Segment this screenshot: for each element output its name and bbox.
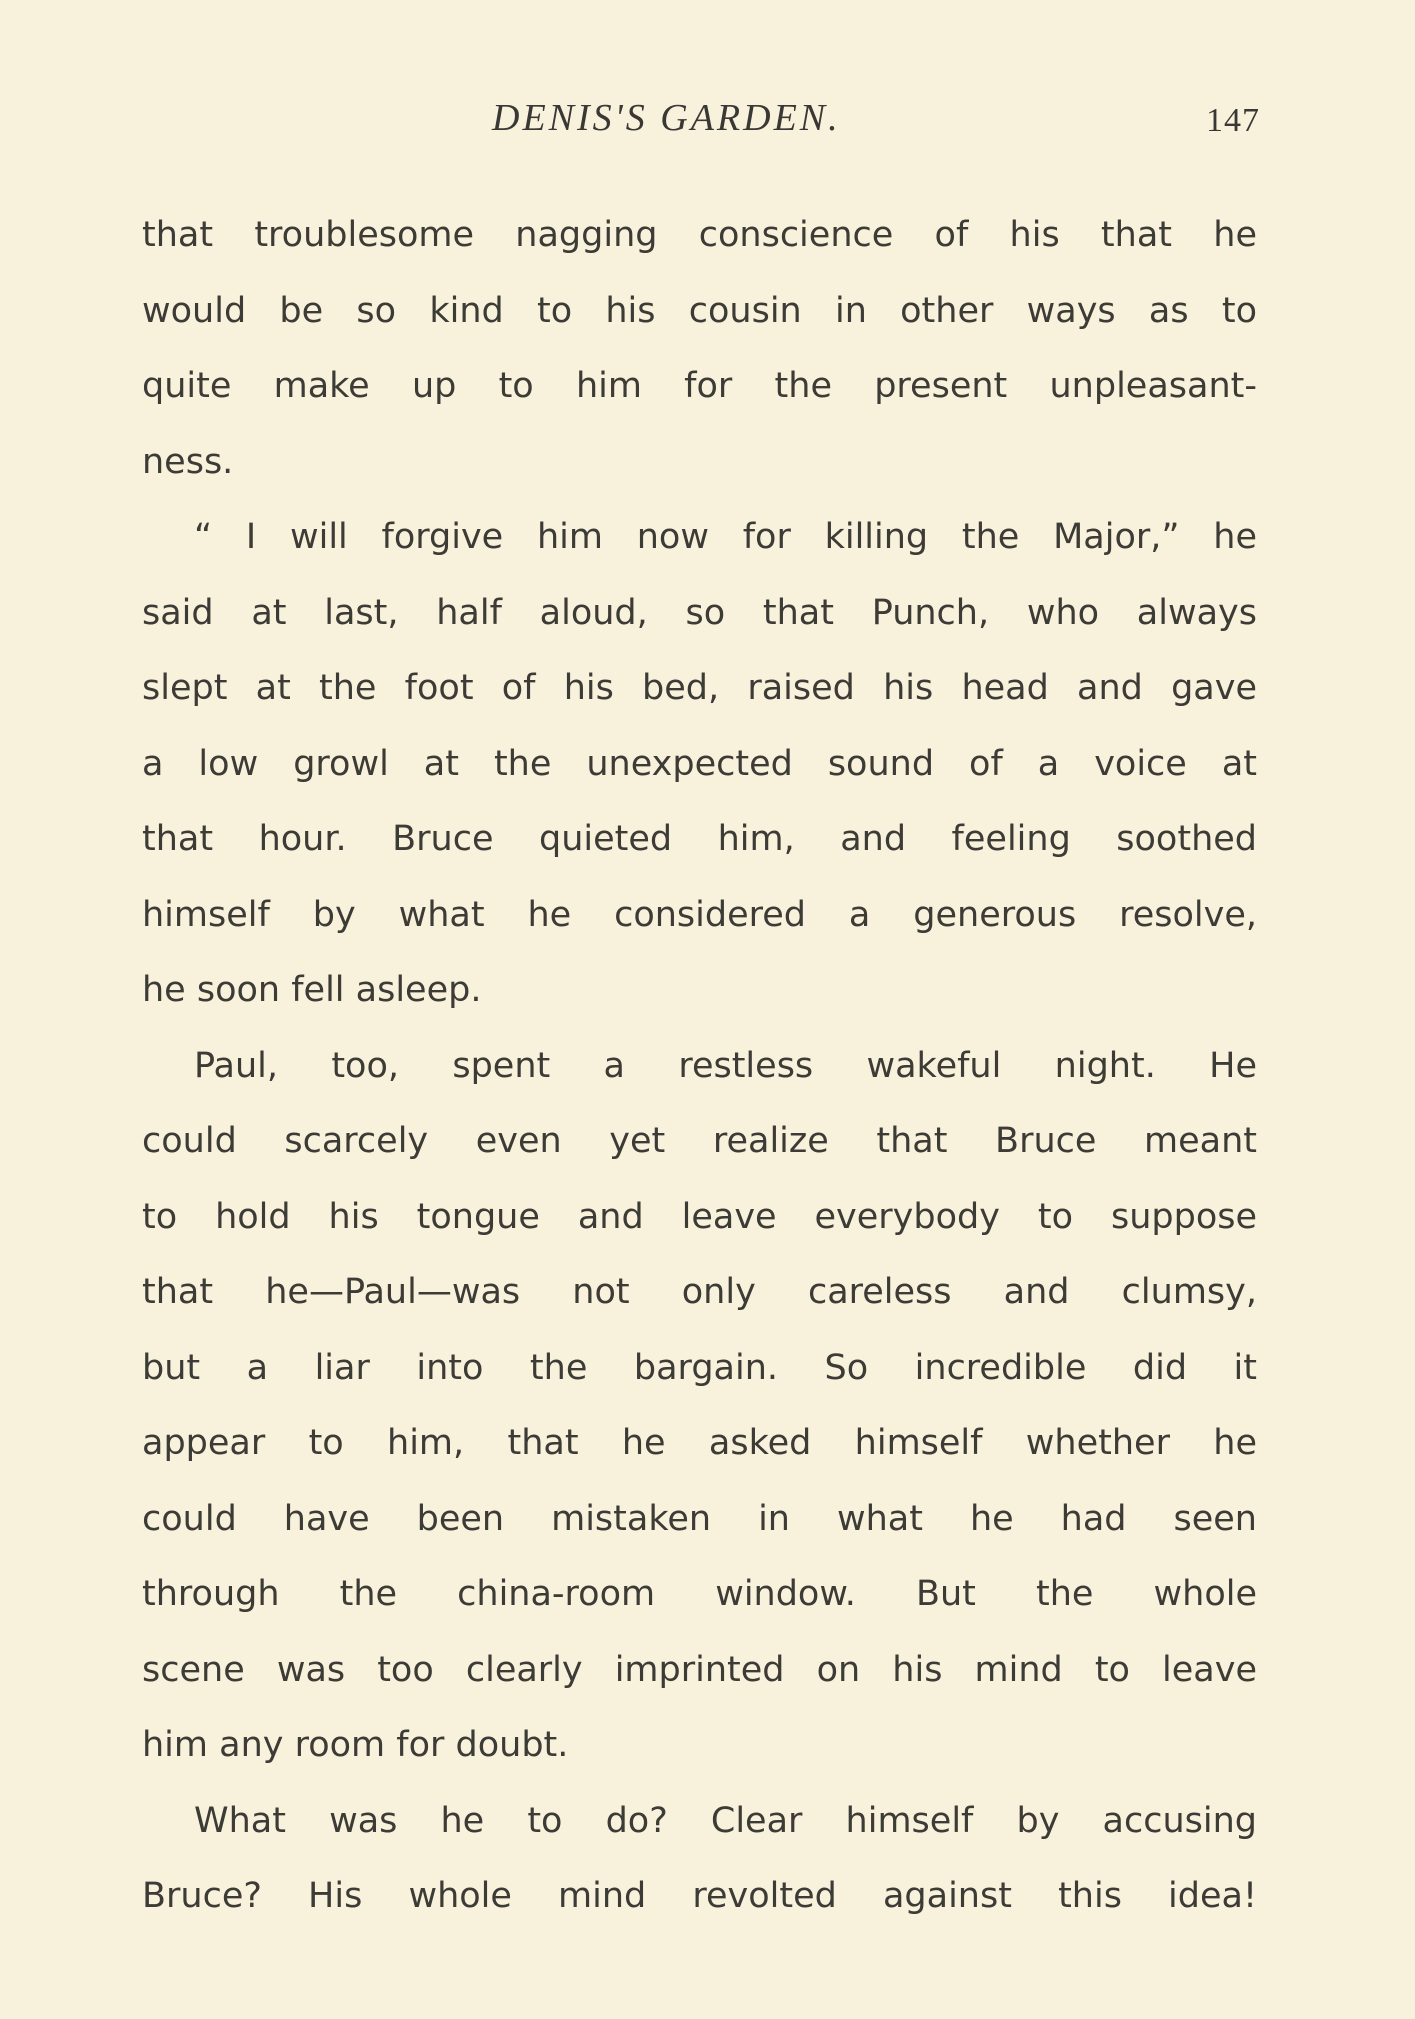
running-title: DENIS'S GARDEN. xyxy=(492,97,841,139)
text-line: but a liar into the bargain. So incredible did it xyxy=(142,1347,1257,1388)
page-number: 147 xyxy=(1206,102,1260,139)
text-line: “ I will forgive him now for killing the Major,” he xyxy=(194,517,1257,557)
text-line: himself by what he considered a generous resolve, xyxy=(142,894,1257,935)
text-line: slept at the foot of his bed, raised his head and gave xyxy=(142,668,1257,708)
text-line: Bruce? His whole mind revolted against this idea! xyxy=(142,1876,1257,1916)
text-line: that hour. Bruce quieted him, and feeling soothed xyxy=(142,819,1257,859)
text-line: he soon fell asleep. xyxy=(142,970,482,1010)
text-line: What was he to do? Clear himself by accusing xyxy=(194,1800,1257,1841)
text-line: could have been mistaken in what he had seen xyxy=(142,1498,1257,1539)
body-text xyxy=(142,198,1257,1935)
text-line: quite make up to him for the present unpleasant- xyxy=(142,366,1257,406)
text-line: could scarcely even yet realize that Bruce meant xyxy=(142,1121,1257,1161)
text-line: scene was too clearly imprinted on his mind to leave xyxy=(142,1649,1257,1690)
text-line: a low growl at the unexpected sound of a voice at xyxy=(142,743,1257,784)
text-line: Paul, too, spent a restless wakeful night. He xyxy=(194,1045,1257,1086)
text-line: to hold his tongue and leave everybody to suppose xyxy=(142,1196,1257,1237)
text-line: that he—Paul—was not only careless and clumsy, xyxy=(142,1272,1257,1312)
text-line: appear to him, that he asked himself whether he xyxy=(142,1423,1257,1463)
text-line: him any room for doubt. xyxy=(142,1725,569,1765)
text-line: said at last, half aloud, so that Punch, who always xyxy=(142,592,1257,633)
text-line: through the china-room window. But the whole xyxy=(142,1574,1257,1614)
text-line: that troublesome nagging conscience of his that he xyxy=(142,215,1257,255)
text-line: ness. xyxy=(142,441,234,482)
running-head xyxy=(140,96,1260,146)
text-line: would be so kind to his cousin in other ways as to xyxy=(142,290,1257,331)
